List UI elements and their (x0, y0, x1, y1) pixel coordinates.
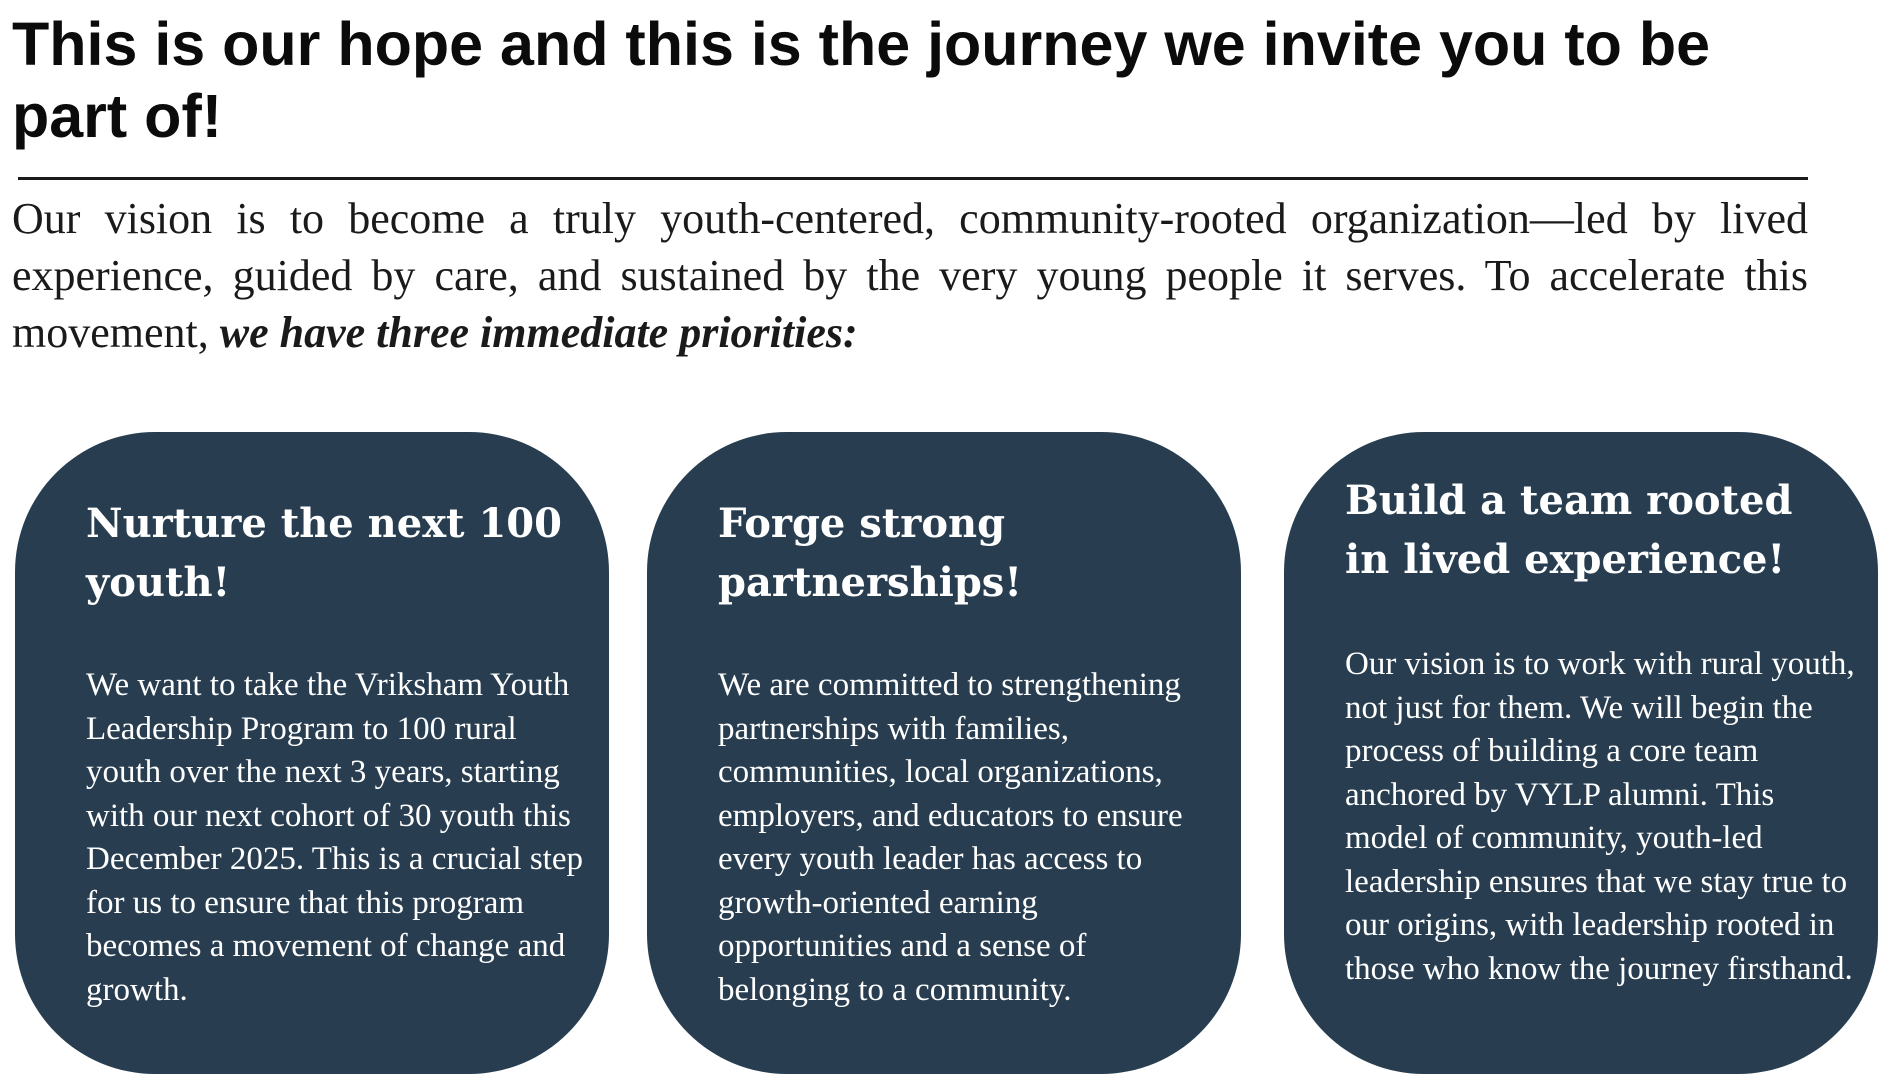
intro-paragraph (12, 190, 1808, 361)
priority-card-body: We are committed to strengthening partnerships with families, communities, local organizations, employers, and educators to ensure every youth leader has access to growth-oriented earning opportunities and a sense of belonging to a community. (718, 667, 1183, 1008)
priority-card-title: Forge strong partnerships! (718, 500, 1022, 606)
page-heading: This is our hope and this is the journey we invite you to be part of! (12, 10, 1711, 150)
priority-card-team (1284, 432, 1878, 1074)
priority-card-body: We want to take the Vriksham Youth Leadership Program to 100 rural youth over the next 3 years, starting with our next cohort of 30 youth this December 2025. This is a crucial step for us to ensure that this program becomes a movement of change and growth. (86, 667, 583, 1008)
intro-text: Our vision is to become a truly youth-centered, community-rooted organization—led by lived experience, guided by care, and sustained by the very young people it serves. To accelerate this movement, (12, 194, 1808, 357)
priority-card-title: Build a team rooted in lived experience! (1345, 477, 1793, 583)
priority-card-youth (15, 432, 609, 1074)
divider-rule (18, 177, 1808, 180)
priority-card-body: Our vision is to work with rural youth, not just for them. We will begin the process of building a core team anchored by VYLP alumni. This model of community, youth-led leadership ensures that we stay true to our origins, with leadership rooted in those who know the journey firsthand. (1345, 646, 1855, 987)
intro-emphasis: we have three immediate priorities: (219, 308, 858, 357)
priority-card-partnerships (647, 432, 1241, 1074)
priority-card-title: Nurture the next 100 youth! (86, 500, 562, 606)
